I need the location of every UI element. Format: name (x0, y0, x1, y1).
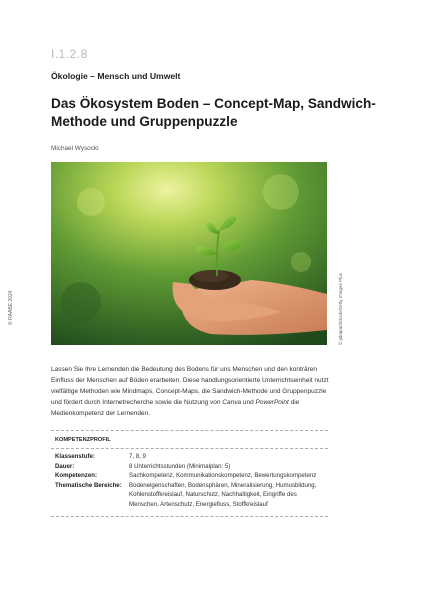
profile-row-label: Klassenstufe: (55, 453, 95, 460)
profile-row-value: Bodeneigenschaften, Bodensphären, Mineralisierung, Humusbildung, Kohlenstoffkreislauf, Naturschutz, Nachhaltigkeit, Eingriffe des Menschen, Artenschutz, Energiefluss, Stoffkreislauf (129, 481, 317, 508)
intro-text-part1: Lassen Sie Ihre Lernenden die Bedeutung des Bodens für uns Menschen und den konträren Einfluss der Menschen auf Böden erarbeiten. Diese handlungsorientierte Unterrichtseinheit nutzt vielfältige Methoden wie Mindmaps, Concept-Maps, die Sandwich-Methode und Gruppenpuzzle und fördert durch Internetrecherche sowie die Nutzung von (51, 366, 329, 406)
profile-row-label: Dauer: (55, 462, 75, 470)
intro-text-part2: und (241, 399, 256, 406)
profile-row-value: 8 Unterrichtsstunden (Minimalplan: 5) (129, 462, 231, 470)
profile-heading: KOMPETENZPROFIL (55, 437, 111, 443)
author-name: Michael Wysocki (51, 145, 99, 152)
unit-code: I.1.2.8 (51, 47, 88, 61)
intro-text-part3: die Medienkompetenz der Lernenden. (51, 399, 300, 417)
section-subtitle: Ökologie – Mensch und Umwelt (51, 71, 181, 81)
page-title: Das Ökosystem Boden – Concept-Map, Sandwich-Methode und Gruppenpuzzle (51, 96, 376, 129)
profile-row-value: 7, 8, 9 (129, 453, 146, 460)
seedling-in-hands-image (51, 162, 327, 345)
photo-credit: © jakapat/iStock/Getty Images Plus (338, 272, 343, 345)
profile-top-divider (51, 430, 328, 431)
profile-row-value: Sachkompetenz, Kommunikationskompetenz, Bewertungskompetenz (129, 472, 317, 480)
profile-row-label: Thematische Bereiche: (55, 481, 122, 489)
intro-powerpoint: PowerPoint (255, 399, 289, 406)
cover-photo (51, 162, 327, 345)
competence-profile (51, 430, 328, 517)
profile-header-divider (51, 448, 328, 449)
intro-canva: Canva (222, 399, 242, 406)
profile-row-label: Kompetenzen: (55, 472, 97, 480)
intro-paragraph (51, 364, 336, 419)
profile-bottom-divider (51, 516, 328, 517)
profile-row (51, 471, 328, 481)
profile-row (51, 481, 328, 510)
profile-row (51, 462, 328, 472)
profile-row (51, 452, 328, 462)
copyright-note: © RAABE 2024 (8, 290, 14, 325)
